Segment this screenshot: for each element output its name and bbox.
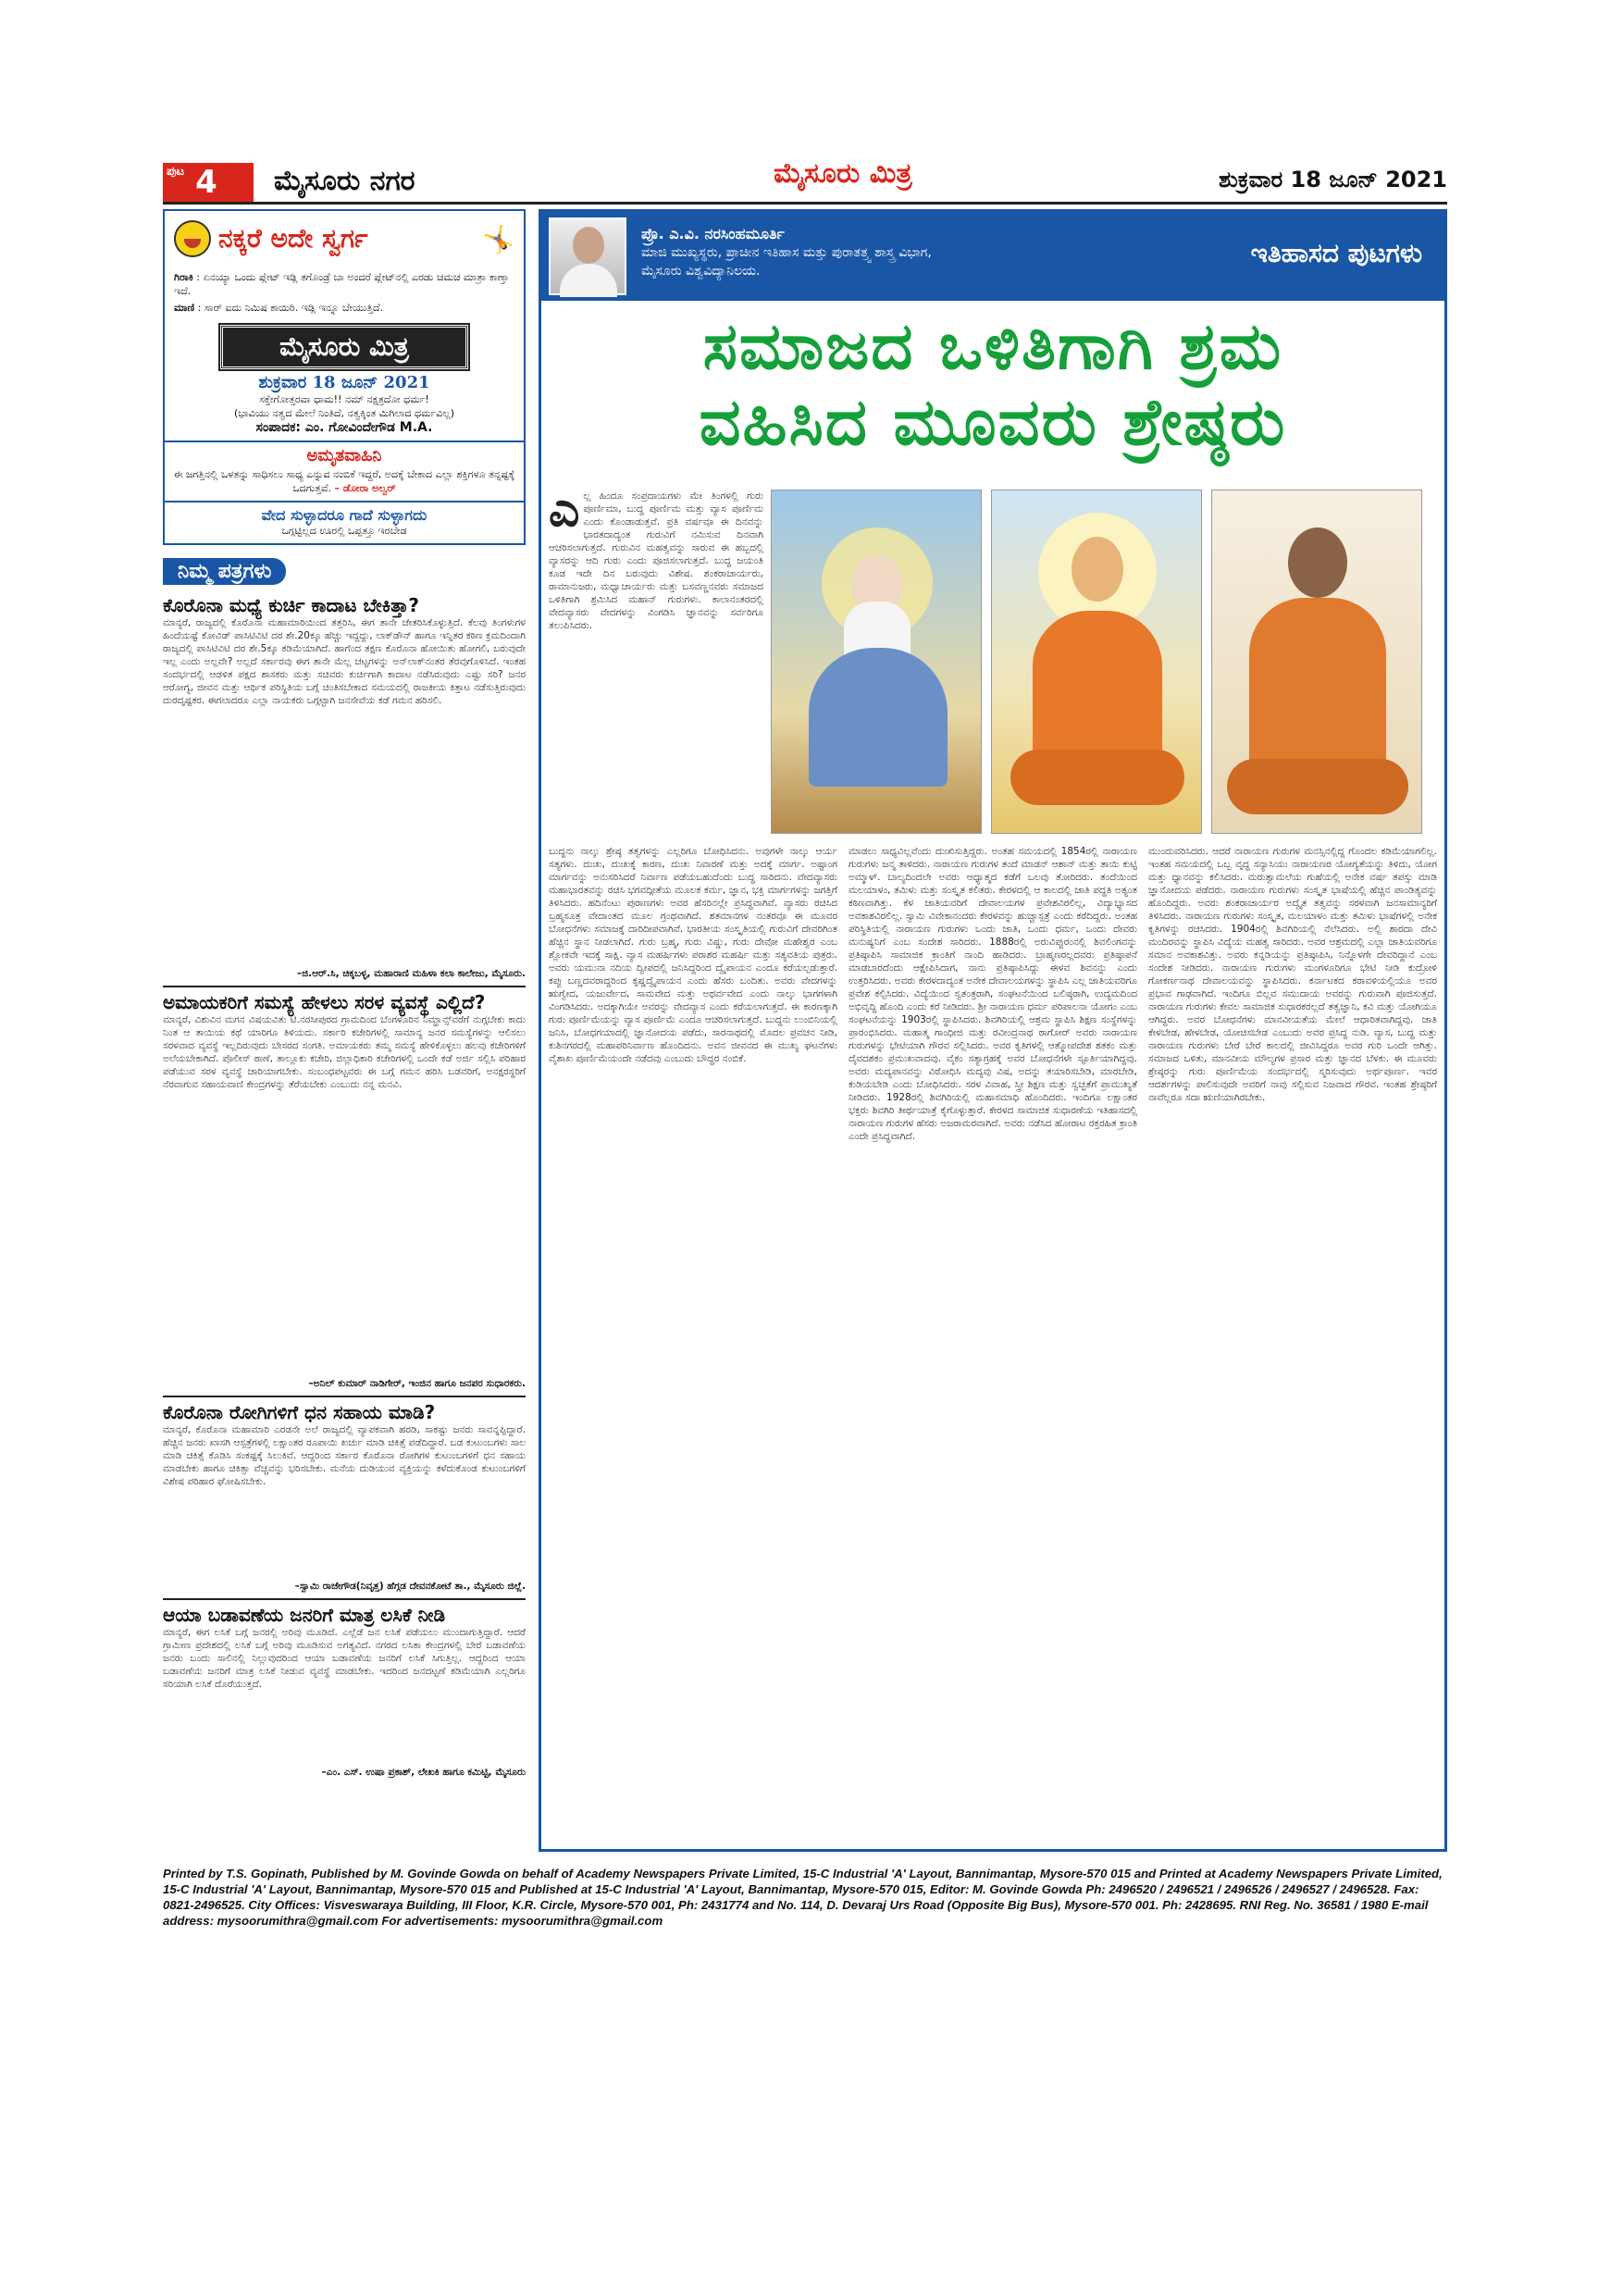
page-number-badge: [163, 163, 254, 202]
buddha-image: [991, 490, 1202, 834]
letter: [163, 986, 526, 1390]
mysooru-mitra-logo: ಮೈಸೂರು ಮಿತ್ರ: [220, 325, 468, 369]
letter: [163, 1598, 526, 1779]
nakkare-title: ನಕ್ಕರೆ ಅದೇ ಸ್ವರ್ಗ: [218, 223, 368, 254]
nakkare-box: [163, 209, 526, 545]
motto-line: (ಭಾವಿಯು ನತ್ವದ ಮೇಲೆ ನಿಂತಿದೆ, ನತ್ವಕ್ಕಿಂತ ಮಿಗಿಲಾದ ಧರ್ಮವಿಲ್ಲ): [233, 407, 455, 419]
vyasa-painting: [771, 490, 982, 834]
narayana-guru-image: [1211, 490, 1422, 834]
amrita-quote: ಈ ಜಗತ್ತಿನಲ್ಲಿ ಒಳತನ್ನು ಸಾಧಿಸಲು ಸಾಧ್ಯ ಎನ್ನುವ ನಂಬಿಕೆ ಇದ್ದರೆ, ಅದಕ್ಕೆ ಬೇಕಾದ ಎಲ್ಲಾ ಶಕ್ತಿಗಳೂ ತನ್ನಷ್ಟಕ್ಕೆ ಒದಗುತ್ತವೆ. – ಡೋರಾ ಅಲ್ವರ್: [173, 468, 515, 494]
headline: [541, 308, 1444, 460]
amrita-author: – ಡೋರಾ ಅಲ್ವರ್: [334, 482, 396, 494]
letter-title: ಅಮಾಯಕರಿಗೆ ಸಮಸ್ಯೆ ಹೇಳಲು ಸರಳ ವ್ಯವಸ್ಥೆ ಎಲ್ಲಿದೆ?: [163, 986, 526, 1013]
letter-title: ಕೊರೊನಾ ರೋಗಿಗಳಿಗೆ ಧನ ಸಹಾಯ ಮಾಡಿ?: [163, 1396, 526, 1423]
series-title: ಇತಿಹಾಸದ ಪುಟಗಳು: [1250, 238, 1422, 268]
letter-signature: –ಎಂ. ಎಸ್. ಉಷಾ ಪ್ರಕಾಶ್, ಲೇಖಕಿ ಹಾಗೂ ಕಮಿಟ್ಟಿ, ಮೈಸೂರು: [321, 1767, 526, 1778]
article-column-3: ಮುಂದುವರಿಸಿದರು. ಆದರೆ ನಾರಾಯಣ ಗುರುಗಳ ಮನಸ್ಸಿನಲ್ಲಿದ್ದ ಗೊಂದಲ ಕಡಿಮೆಯಾಗಲಿಲ್ಲ. ಇಂತಹ ಸಮಯದಲ್ಲಿ ಒಬ್ಬ ವೃದ್ಧ ಸನ್ಯಾಸಿಯು ನಾರಾಯಣರ ಯೋಗ್ಯತೆಯನ್ನು ತಿಳಿದು, ಯೋಗ ಮತ್ತು ಧ್ಯಾನವನ್ನು ಕಲಿಸಿದರು. ಮರುತ್ವಾಮಲೆಯ ಗುಹೆಯಲ್ಲಿ ಅನೇಕ ವರ್ಷ ತಪಸ್ಸು ಮಾಡಿ ಜ್ಞಾನೋದಯ ಪಡೆದರು. ನಾರಾಯಣ ಗುರುಗಳು ಸಂಸ್ಕೃತ ಭಾಷೆಯಲ್ಲಿ ಹೆಚ್ಚಿನ ಪಾಂಡಿತ್ಯವನ್ನು ಹೊಂದಿದ್ದರು. ಅವರು ಶಂಕರಾಚಾರ್ಯರ ಅದ್ವೈತ ತತ್ವವನ್ನು ಸರಳವಾಗಿ ಜನಸಾಮಾನ್ಯರಿಗೆ ತಿಳಿಸಿದರು. ನಾರಾಯಣ ಗುರುಗಳು ಸಂಸ್ಕೃತ, ಮಲಯಾಳಂ ಮತ್ತು ತಮಿಳು ಭಾಷೆಗಳಲ್ಲಿ ಅನೇಕ ಕೃತಿಗಳನ್ನು ರಚಿಸಿದರು. 1904ರಲ್ಲಿ ಶಿವಗಿರಿಯಲ್ಲಿ ನೆಲೆಸಿದರು. ಅಲ್ಲಿ ಶಾರದಾ ದೇವಿ ಮಂದಿರವನ್ನು ಸ್ಥಾಪಿಸಿ ವಿದ್ಯೆಯ ಮಹತ್ವ ಸಾರಿದರು. ಅವರ ಆಶ್ರಮದಲ್ಲಿ ಎಲ್ಲಾ ಜಾತಿಯವರಿಗೂ ಸಮಾನ ಅವಕಾಶವಿತ್ತು. ಅವರು ಕನ್ನಡಿಯನ್ನು ಪ್ರತಿಷ್ಠಾಪಿಸಿ, ನಿನ್ನೊಳಗೇ ದೇವರಿದ್ದಾನೆ ಎಂಬ ಸಂದೇಶ ನೀಡಿದರು. ನಾರಾಯಣ ಗುರುಗಳು ಮಂಗಳೂರಿಗೂ ಭೇಟಿ ನೀಡಿ ಕುದ್ರೋಳಿ ಗೋಕರ್ಣನಾಥ ದೇವಾಲಯವನ್ನು ಸ್ಥಾಪಿಸಿದರು. ಕರ್ನಾಟಕದ ಕರಾವಳಿಯಲ್ಲಿಯೂ ಅವರ ಪ್ರಭಾವ ಗಾಢವಾಗಿದೆ. ಇಂದಿಗೂ ಬಿಲ್ಲವ ಸಮುದಾಯ ಅವರನ್ನು ಗುರುವಾಗಿ ಪೂಜಿಸುತ್ತದೆ. ನಾರಾಯಣ ಗುರುಗಳು ಕೇವಲ ಸಾಮಾಜಿಕ ಸುಧಾರಕರಲ್ಲದೆ ತತ್ವಜ್ಞಾನಿ, ಕವಿ ಮತ್ತು ಯೋಗಿಯೂ ಆಗಿದ್ದರು. ಅವರ ಬೋಧನೆಗಳು ಮಾನವೀಯತೆಯ ಮೇಲೆ ಆಧಾರಿತವಾಗಿದ್ದವು. ಜಾತಿ ಕೇಳಬೇಡ, ಹೇಳಬೇಡ, ಯೋಚಿಸಬೇಡ ಎಂಬುದು ಅವರ ಪ್ರಸಿದ್ಧ ನುಡಿ. ವ್ಯಾಸ, ಬುದ್ಧ ಮತ್ತು ನಾರಾಯಣ ಗುರುಗಳು ಬೇರೆ ಬೇರೆ ಕಾಲದಲ್ಲಿ ಜೀವಿಸಿದ್ದರೂ ಅವರ ಗುರಿ ಒಂದೇ ಆಗಿತ್ತು. ಸಮಾಜದ ಒಳಿತು, ಮಾನವೀಯ ಮೌಲ್ಯಗಳ ಪ್ರಸಾರ ಮತ್ತು ಜ್ಞಾನದ ಬೆಳಕು. ಈ ಮೂವರು ಶ್ರೇಷ್ಠರನ್ನು ಗುರು ಪೂರ್ಣಿಮೆಯ ಸಂದರ್ಭದಲ್ಲಿ ಸ್ಮರಿಸುವುದು ಅರ್ಥಪೂರ್ಣ. ಇವರ ಆದರ್ಶಗಳನ್ನು ಪಾಲಿಸುವುದೇ ಅವರಿಗೆ ನಾವು ಸಲ್ಲಿಸುವ ನಿಜವಾದ ಗೌರವ. ಇಂತಹ ಶ್ರೇಷ್ಠರಿಗೆ ನಾವೆಲ್ಲರೂ ಸದಾ ಋಣಿಯಾಗಿರಬೇಕು.: [1148, 846, 1437, 1103]
amrita-title: ಅಮೃತವಾಹಿನಿ: [165, 441, 524, 465]
printers-imprint: Printed by T.S. Gopinath, Published by M. Govinde Gowda on behalf of Academy Newspapers Private Limited, 15-C Industrial 'A' Layout, Bannimantap, Mysore-570 015 and Printed at Academy Newspapers Private Limited, 15-C Industrial 'A' Layout, Bannimantap, Mysore-570 015 and Published at 15-C Industrial 'A' Layout, Bannimantap, Mysore-570 015, Editor: M. Govinde Gowda Ph: 2496520 / 2496521 / 2496526 / 2496527 / 2496528. Fax: 0821-2496525. City Offices: Visveswaraya Building, III Floor, K.R. Circle, Mysore-570 001, Ph: 2431774 and No. 114, D. Devaraj Urs Road (Opposite Big Bus), Mysore-570 001. Ph: 2428695. RNI Reg. No. 36581 / 1980 E-mail address: mysoorumithra@gmail.com For advertisements: mysoorumithra@gmail.com: [163, 1867, 1443, 1928]
header-rule: [163, 202, 1447, 205]
page-number: 4: [195, 164, 217, 201]
author-university: ಮೈಸೂರು ವಿಶ್ವವಿದ್ಯಾನಿಲಯ.: [641, 264, 761, 279]
proverb-text: ಒಗ್ಗಟ್ಟಿಲ್ಲದ ಊರಲ್ಲಿ ಒಪ್ಪತ್ತೂ ಇರಬೇಡ: [281, 525, 407, 537]
nakkare-header: [165, 211, 524, 267]
motto-line: ಸಕ್ತೇಗೋತ್ತರವಾ ಧಾಮ!! ನಮ್ ನಕ್ಷತ್ರದೋ ಧರ್ಮ!: [259, 393, 429, 405]
proverb-title: ವೇದ ಸುಳ್ಳಾದರೂ ಗಾದೆ ಸುಳ್ಳಾಗದು: [165, 501, 524, 525]
letter-body: ಮಾನ್ಯರೆ, ಈಗ ಲಸಿಕೆ ಬಗ್ಗೆ ಜನರಲ್ಲಿ ಅರಿವು ಮೂಡಿದೆ. ಎಲ್ಲೆಡೆ ಜನ ಲಸಿಕೆ ಪಡೆಯಲು ಮುಂದಾಗುತ್ತಿದ್ದಾರೆ. ಆದರೆ ಗ್ರಾಮೀಣ ಪ್ರದೇಶದಲ್ಲಿ ಲಸಿಕೆ ಬಗ್ಗೆ ಅರಿವು ಮೂಡಿಸುವ ಅಗತ್ಯವಿದೆ. ನಗರದ ಲಸಿಕಾ ಕೇಂದ್ರಗಳಲ್ಲಿ ಬೇರೆ ಬಡಾವಣೆಯ ಜನರು ಬಂದು ಸಾಲಿನಲ್ಲಿ ನಿಲ್ಲುವುದರಿಂದ ಆಯಾ ಬಡಾವಣೆಯ ಜನರಿಗೆ ಲಸಿಕೆ ಸಿಗುತ್ತಿಲ್ಲ. ಆದ್ದರಿಂದ ಆಯಾ ಬಡಾವಣೆಯ ಜನರಿಗೆ ಮಾತ್ರ ಲಸಿಕೆ ನೀಡುವ ವ್ಯವಸ್ಥೆ ಮಾಡಬೇಕು. ಇದರಿಂದ ಜನದಟ್ಟಣೆ ಕಡಿಮೆಯಾಗಿ ಎಲ್ಲರಿಗೂ ಸರಿಯಾಗಿ ಲಸಿಕೆ ದೊರೆಯುತ್ತದೆ.: [163, 1627, 526, 1690]
author-band: [541, 212, 1444, 301]
edition-date: ಶುಕ್ರವಾರ 18 ಜೂನ್ 2021: [258, 373, 430, 392]
nakkare-joke: [165, 267, 524, 321]
letter-signature: –ಅನಿಲ್ ಕುಮಾರ್ ನಾಡಿಗೇರ್, ಇಂಜಿನ ಹಾಗೂ ಜನಪರ ಸುಧಾರಕರು.: [308, 1378, 526, 1389]
joke-line: ಗಿರಾಕಿ : ಏನಯ್ಯಾ ಒಂದು ಪ್ಲೇಟ್ ಇಡ್ಲಿ ತಗೊಂಡ್ರೆ ಬಾ ಅಂದರೆ ಪ್ಲೇಟ್‌ನಲ್ಲಿ ಎರಡು ಚಮಚ ಮಾತ್ರಾ ಕಾಣ್ತಾ ಇದೆ.: [174, 271, 510, 297]
article-column-1: ಬುದ್ಧನು ನಾಲ್ಕು ಶ್ರೇಷ್ಠ ತತ್ವಗಳನ್ನು ಎಲ್ಲರಿಗೂ ಬೋಧಿಸಿದನು. ಅವುಗಳೇ ನಾಲ್ಕು ಆರ್ಯ ಸತ್ಯಗಳು. ದುಃಖ, ದುಃಖಕ್ಕೆ ಕಾರಣ, ದುಃಖ ನಿವಾರಣೆ ಮತ್ತು ಅದಕ್ಕೆ ಮಾರ್ಗ. ಅಷ್ಟಾಂಗ ಮಾರ್ಗವನ್ನು ಅನುಸರಿಸಿದರೆ ನಿರ್ವಾಣ ಪಡೆಯಬಹುದೆಂದು ಬುದ್ಧ ಸಾರಿದನು. ವೇದವ್ಯಾಸರು ಮಹಾಭಾರತವನ್ನು ರಚಿಸಿ ಭಗವದ್ಗೀತೆಯ ಮೂಲಕ ಕರ್ಮ, ಜ್ಞಾನ, ಭಕ್ತಿ ಮಾರ್ಗಗಳನ್ನು ಜಗತ್ತಿಗೆ ತಿಳಿಸಿದರು. ಹದಿನೆಂಟು ಪುರಾಣಗಳು ಅವರ ಹೆಸರಿನಲ್ಲೇ ಪ್ರಸಿದ್ಧವಾಗಿವೆ. ವ್ಯಾಸರು ರಚಿಸಿದ ಬ್ರಹ್ಮಸೂತ್ರ ವೇದಾಂತದ ಮೂಲ ಗ್ರಂಥವಾಗಿದೆ. ಶತಮಾನಗಳ ನಂತರವೂ ಈ ಮೂವರ ಬೋಧನೆಗಳು ಸಮಾಜಕ್ಕೆ ದಾರಿದೀಪವಾಗಿವೆ. ಭಾರತೀಯ ಸಂಸ್ಕೃತಿಯಲ್ಲಿ ಗುರುವಿಗೆ ದೇವರಿಗಿಂತ ಹೆಚ್ಚಿನ ಸ್ಥಾನ ನೀಡಲಾಗಿದೆ. ಗುರು ಬ್ರಹ್ಮ, ಗುರು ವಿಷ್ಣು, ಗುರು ದೇವೋ ಮಹೇಶ್ವರ ಎಂಬ ಶ್ಲೋಕವೇ ಇದಕ್ಕೆ ಸಾಕ್ಷಿ. ವ್ಯಾಸ ಮಹರ್ಷಿಗಳು ಪರಾಶರ ಮಹರ್ಷಿ ಮತ್ತು ಸತ್ಯವತಿಯ ಪುತ್ರರು. ಅವರು ಯಮುನಾ ನದಿಯ ದ್ವೀಪದಲ್ಲಿ ಜನಿಸಿದ್ದರಿಂದ ದ್ವೈಪಾಯನ ಎಂದೂ ಕರೆಯಲ್ಪಡುತ್ತಾರೆ. ಕಪ್ಪು ಬಣ್ಣದವರಾದ್ದರಿಂದ ಕೃಷ್ಣದ್ವೈಪಾಯನ ಎಂದು ಹೆಸರು ಬಂದಿತು. ಅವರು ವೇದಗಳನ್ನು ಋಗ್ವೇದ, ಯಜುರ್ವೇದ, ಸಾಮವೇದ ಮತ್ತು ಅಥರ್ವವೇದ ಎಂದು ನಾಲ್ಕು ಭಾಗಗಳಾಗಿ ವಿಂಗಡಿಸಿದರು. ಅದಕ್ಕಾಗಿಯೇ ಅವರನ್ನು ವೇದವ್ಯಾಸ ಎಂದು ಕರೆಯಲಾಗುತ್ತದೆ. ಈ ಕಾರಣಕ್ಕಾಗಿ ಗುರು ಪೂರ್ಣಿಮೆಯನ್ನು ವ್ಯಾಸ ಪೂರ್ಣಿಮೆ ಎಂದೂ ಆಚರಿಸಲಾಗುತ್ತದೆ. ಬುದ್ಧನು ಲುಂಬಿನಿಯಲ್ಲಿ ಜನಿಸಿ, ಬೋಧಗಯಾದಲ್ಲಿ ಜ್ಞಾನೋದಯ ಪಡೆದು, ಸಾರನಾಥದಲ್ಲಿ ಮೊದಲ ಪ್ರವಚನ ನೀಡಿ, ಕುಶಿನಗರದಲ್ಲಿ ಮಹಾಪರಿನಿರ್ವಾಣ ಹೊಂದಿದನು. ಅವನ ಜೀವನದ ಈ ಮುಖ್ಯ ಘಟನೆಗಳು ವೈಶಾಖ ಪೂರ್ಣಿಮೆಯಂದೇ ನಡೆದವು ಎಂಬುದು ಬೌದ್ಧರ ನಂಬಿಕೆ.: [549, 846, 837, 1064]
feature-article: [539, 209, 1447, 1852]
section-title: ಮೈಸೂರು ನಗರ: [274, 165, 415, 197]
headline-line-2: ವಹಿಸಿದ ಮೂವರು ಶ್ರೇಷ್ಠರು: [699, 384, 1287, 460]
author-name: ಪ್ರೊ. ಎ.ವಿ. ನರಸಿಂಹಮೂರ್ತಿ: [641, 225, 785, 242]
author-byline: [641, 225, 932, 280]
letter-title: ಆಯಾ ಬಡಾವಣೆಯ ಜನರಿಗೆ ಮಾತ್ರ ಲಸಿಕೆ ನೀಡಿ: [163, 1598, 526, 1626]
author-role: ಮಾಜಿ ಮುಖ್ಯಸ್ಥರು, ಪ್ರಾಚೀನ ಇತಿಹಾಸ ಮತ್ತು ಪುರಾತತ್ತ್ವ ಶಾಸ್ತ್ರ ವಿಭಾಗ,: [641, 245, 932, 260]
drop-cap: ಎ: [549, 490, 580, 538]
letters-section-badge: ನಿಮ್ಮ ಪತ್ರಗಳು: [163, 558, 286, 585]
joke-line: ಮಾಣಿ : ಸಾರ್ ಐದು ನಿಮಿಷ ಕಾಯಿರಿ. ಇಡ್ಲಿ ಇನ್ನೂ ಬೇಯುತ್ತಿದೆ.: [174, 302, 384, 314]
masthead: ಮೈಸೂರು ಮಿತ್ರ: [774, 157, 912, 190]
letter: [163, 1396, 526, 1593]
letter-title: ಕೊರೊನಾ ಮಧ್ಯೆ ಕುರ್ಚಿ ಕಾದಾಟ ಬೇಕಿತ್ತಾ?: [163, 594, 420, 616]
letter-body: ಮಾನ್ಯರೆ, ರಾಜ್ಯದಲ್ಲಿ ಕೊರೊನಾ ಮಹಾಮಾರಿಯಿಂದ ತತ್ತರಿಸಿ, ಈಗ ತಾನೇ ಚೇತರಿಸಿಕೊಳ್ಳುತ್ತಿದೆ. ಕೆಲವು ತಿಂಗಳುಗಳ ಹಿಂದೆಯಷ್ಟೆ ಕೋವಿಡ್ ಪಾಸಿಟಿವಿಟಿ ದರ ಶೇ.20ಕ್ಕೂ ಹೆಚ್ಚು ಇದ್ದದ್ದು, ಲಾಕ್‌ಡೌನ್ ಹಾಗೂ ಇನ್ನಿತರ ಕಠಿಣ ಕ್ರಮದಿಂದಾಗಿ ರಾಜ್ಯದಲ್ಲಿ ಪಾಸಿಟಿವಿಟಿ ದರ ಶೇ.5ಕ್ಕೂ ಕಡಿಮೆಯಾಗಿದೆ. ಹಾಗೆಂದ ತಕ್ಷಣ ಕೊರೊನಾ ಹೋಯಿತು ಹೋಗಲಿ, ಬರುವುದೇ ಇಲ್ಲ ಎಂದು ಅಲ್ಲವೇ? ಅಲ್ಲದೆ ಸರ್ಕಾರವು ಈಗ ತಾನೇ ಮೆಲ್ಲ ಚಟ್ಟಗಳನ್ನು ಅನ್‌ಲಾಕ್‌ನಂತರ ತೆರವುಗೊಳಿಸಿದೆ. ಇಂತಹ ಸಂದರ್ಭದಲ್ಲಿ ಆಡಳಿತ ಪಕ್ಷದ ಶಾಸಕರು ಮತ್ತು ಸಚಿವರು ಕುರ್ಚಿಗಾಗಿ ಕಾದಾಟ ನಡೆಸಿರುವುದು ಎಷ್ಟು ಸರಿ? ಜನರ ಆರೋಗ್ಯ, ಜೀವನ ಮತ್ತು ಆರ್ಥಿಕ ಪರಿಸ್ಥಿತಿಯ ಬಗ್ಗೆ ಚಿಂತಿಸಬೇಕಾದ ಸಮಯದಲ್ಲಿ ರಾಜಕೀಯ ಕಿತ್ತಾಟ ನಡೆಸುತ್ತಿರುವುದು ದುರದೃಷ್ಟಕರ. ಈಗಲಾದರೂ ಎಲ್ಲಾ ನಾಯಕರು ಒಗ್ಗಟ್ಟಾಗಿ ಜನಸೇವೆಯ ಕಡೆ ಗಮನ ಹರಿಸಲಿ.: [163, 617, 526, 706]
dancing-figure-icon: 🤸: [482, 223, 514, 254]
author-photo: [549, 217, 626, 295]
page-label: ಪುಟ: [167, 165, 185, 179]
letter-signature: –ಜಿ.ಆರ್.ಸಿ, ಚಿಕ್ಕಬಳ್ಳ, ಮಹಾರಾಣಿ ಮಹಿಳಾ ಕಲಾ ಕಾಲೇಜು, ಮೈಸೂರು.: [296, 968, 526, 979]
editor-line: ಸಂಪಾದಕ: ಎಂ. ಗೋವಿಂದೇಗೌಡ M.A.: [255, 420, 433, 435]
left-column: [163, 209, 526, 1852]
laughing-face-icon: [174, 220, 211, 257]
letter-signature: –ಸ್ವಾಮಿ ರಾಜೇಗೌಡ(ನಿವೃತ್ತ) ಹೆಗ್ಗಡ ದೇವನಕೋಟೆ ತಾ., ಮೈಸೂರು ಜಿಲ್ಲೆ.: [294, 1581, 526, 1592]
letter-body: ಮಾನ್ಯರೆ, ಕೊರೊನಾ ಮಹಾಮಾರಿ ಎರಡನೇ ಅಲೆ ರಾಜ್ಯದಲ್ಲಿ ವ್ಯಾಪಕವಾಗಿ ಹರಡಿ, ಸಾಕಷ್ಟು ಜನರು ಸಾವನ್ನಪ್ಪಿದ್ದಾರೆ. ಹೆಚ್ಚಿನ ಜನರು ಖಾಸಗಿ ಆಸ್ಪತ್ರೆಗಳಲ್ಲಿ ಲಕ್ಷಾಂತರ ರೂಪಾಯಿ ಖರ್ಚು ಮಾಡಿ ಚಿಕಿತ್ಸೆ ಪಡೆದಿದ್ದಾರೆ. ಬಡ ಕುಟುಂಬಗಳು ಸಾಲ ಮಾಡಿ ಚಿಕಿತ್ಸೆ ಕೊಡಿಸಿ ಸಂಕಷ್ಟಕ್ಕೆ ಸಿಲುಕಿವೆ. ಆದ್ದರಿಂದ ಸರ್ಕಾರ ಕೊರೊನಾ ರೋಗಿಗಳ ಕುಟುಂಬಗಳಿಗೆ ಧನ ಸಹಾಯ ಮಾಡಬೇಕು ಹಾಗೂ ಚಿಕಿತ್ಸಾ ವೆಚ್ಚವನ್ನು ಭರಿಸಬೇಕು. ಮನೆಯ ದುಡಿಯುವ ವ್ಯಕ್ತಿಯನ್ನು ಕಳೆದುಕೊಂಡ ಕುಟುಂಬಗಳಿಗೆ ವಿಶೇಷ ಪರಿಹಾರ ಘೋಷಿಸಬೇಕು.: [163, 1424, 526, 1487]
article-column-2: ಮಾಡಲು ಸಾಧ್ಯವಿಲ್ಲವೆಂದು ದುಃಖಿಸುತ್ತಿದ್ದರು. ಅಂತಹ ಸಮಯದಲ್ಲಿ 1854ರಲ್ಲಿ ನಾರಾಯಣ ಗುರುಗಳು ಜನ್ಮ ತಾಳಿದರು. ನಾರಾಯಣ ಗುರುಗಳ ತಂದೆ ಮಾಡನ್ ಆಶಾನ್ ಮತ್ತು ತಾಯಿ ಕುಟ್ಟಿ ಅಮ್ಮಾಳ್. ಬಾಲ್ಯದಿಂದಲೇ ಅವರು ಆಧ್ಯಾತ್ಮದ ಕಡೆಗೆ ಒಲವು ತೋರಿದರು. ತಂದೆಯಿಂದ ಮಲಯಾಳಂ, ತಮಿಳು ಮತ್ತು ಸಂಸ್ಕೃತ ಕಲಿತರು. ಕೇರಳದಲ್ಲಿ ಆ ಕಾಲದಲ್ಲಿ ಜಾತಿ ಪದ್ಧತಿ ಅತ್ಯಂತ ಕಠಿಣವಾಗಿತ್ತು. ಕೆಳ ಜಾತಿಯವರಿಗೆ ದೇವಾಲಯಗಳ ಪ್ರವೇಶವಿರಲಿಲ್ಲ, ವಿದ್ಯಾಭ್ಯಾಸದ ಅವಕಾಶವಿರಲಿಲ್ಲ. ಸ್ವಾಮಿ ವಿವೇಕಾನಂದರು ಕೇರಳವನ್ನು ಹುಚ್ಚಾಸ್ಪತ್ರೆ ಎಂದು ಕರೆದಿದ್ದರು. ಅಂತಹ ಪರಿಸ್ಥಿತಿಯಲ್ಲಿ ನಾರಾಯಣ ಗುರುಗಳು ಒಂದು ಜಾತಿ, ಒಂದು ಧರ್ಮ, ಒಂದು ದೇವರು ಮನುಷ್ಯನಿಗೆ ಎಂಬ ಸಂದೇಶ ಸಾರಿದರು. 1888ರಲ್ಲಿ ಅರುವಿಪ್ಪುರಂನಲ್ಲಿ ಶಿವಲಿಂಗವನ್ನು ಪ್ರತಿಷ್ಠಾಪಿಸಿ ಸಾಮಾಜಿಕ ಕ್ರಾಂತಿಗೆ ನಾಂದಿ ಹಾಡಿದರು. ಬ್ರಾಹ್ಮಣರಲ್ಲದವರು ಪ್ರತಿಷ್ಠಾಪನೆ ಮಾಡಬಾರದೆಂದು ಆಕ್ಷೇಪಿಸಿದಾಗ, ನಾನು ಪ್ರತಿಷ್ಠಾಪಿಸಿದ್ದು ಈಳವ ಶಿವನನ್ನು ಎಂದು ಉತ್ತರಿಸಿದರು. ಅವರು ಕೇರಳದಾದ್ಯಂತ ಅನೇಕ ದೇವಾಲಯಗಳನ್ನು ಸ್ಥಾಪಿಸಿ ಎಲ್ಲ ಜಾತಿಯವರಿಗೂ ಪ್ರವೇಶ ಕಲ್ಪಿಸಿದರು. ವಿದ್ಯೆಯಿಂದ ಸ್ವತಂತ್ರರಾಗಿ, ಸಂಘಟನೆಯಿಂದ ಬಲಿಷ್ಠರಾಗಿ, ಉದ್ಯಮದಿಂದ ಅಭಿವೃದ್ಧಿ ಹೊಂದಿ ಎಂದು ಕರೆ ನೀಡಿದರು. ಶ್ರೀ ನಾರಾಯಣ ಧರ್ಮ ಪರಿಪಾಲನಾ ಯೋಗಂ ಎಂಬ ಸಂಘಟನೆಯನ್ನು 1903ರಲ್ಲಿ ಸ್ಥಾಪಿಸಿದರು. ಶಿವಗಿರಿಯಲ್ಲಿ ಆಶ್ರಮ ಸ್ಥಾಪಿಸಿ ಶಿಕ್ಷಣ ಸಂಸ್ಥೆಗಳನ್ನು ಪ್ರಾರಂಭಿಸಿದರು. ಮಹಾತ್ಮ ಗಾಂಧೀಜಿ ಮತ್ತು ರವೀಂದ್ರನಾಥ ಠಾಗೋರ್ ಅವರು ನಾರಾಯಣ ಗುರುಗಳನ್ನು ಭೇಟಿಯಾಗಿ ಗೌರವ ಸಲ್ಲಿಸಿದರು. ಅವರ ಕೃತಿಗಳಲ್ಲಿ ಆತ್ಮೋಪದೇಶ ಶತಕಂ ಮತ್ತು ದೈವದಶಕಂ ಪ್ರಮುಖವಾದವು. ವೈಕಂ ಸತ್ಯಾಗ್ರಹಕ್ಕೆ ಅವರ ಬೋಧನೆಗಳೇ ಸ್ಫೂರ್ತಿಯಾಗಿದ್ದವು. ಅವರು ಮದ್ಯಪಾನವನ್ನು ವಿರೋಧಿಸಿ ಮದ್ಯವು ವಿಷ, ಅದನ್ನು ತಯಾರಿಸಬೇಡಿ, ಮಾರಬೇಡಿ, ಕುಡಿಯಬೇಡಿ ಎಂದು ಬೋಧಿಸಿದರು. ಸರಳ ವಿವಾಹ, ಸ್ತ್ರೀ ಶಿಕ್ಷಣ ಮತ್ತು ಸ್ವಚ್ಛತೆಗೆ ಪ್ರಾಮುಖ್ಯತೆ ನೀಡಿದರು. 1928ರಲ್ಲಿ ಶಿವಗಿರಿಯಲ್ಲಿ ಮಹಾಸಮಾಧಿ ಹೊಂದಿದರು. ಇಂದಿಗೂ ಲಕ್ಷಾಂತರ ಭಕ್ತರು ಶಿವಗಿರಿ ತೀರ್ಥಯಾತ್ರೆ ಕೈಗೊಳ್ಳುತ್ತಾರೆ. ಕೇರಳದ ಸಾಮಾಜಿಕ ಸುಧಾರಣೆಯ ಇತಿಹಾಸದಲ್ಲಿ ನಾರಾಯಣ ಗುರುಗಳ ಹೆಸರು ಅಜರಾಮರವಾಗಿದೆ. ಅವರು ನಡೆಸಿದ ಹೋರಾಟ ರಕ್ತರಹಿತ ಕ್ರಾಂತಿ ಎಂದೇ ಪ್ರಸಿದ್ಧವಾಗಿದೆ.: [849, 846, 1137, 1142]
letter-body: ಮಾನ್ಯರೆ, ವಿಶುವಿನ ಮಗನ ವಿಷಯವಿತು ಟಿ.ನರಸೀಪುರದ ಗ್ರಾಮದಿಂದ ಬೆಂಗಳೂರಿನ ನಿಮ್ಹಾನ್ಸ್‌ವರೆಗೆ ನುಗ್ಗಬೇಕು ಕಾದು ನಿಂತ ಆ ತಾಯಿಯ ಕಥೆ ಯಾರಿಗೂ ತಿಳಿಯದು. ಸರ್ಕಾರಿ ಕಚೇರಿಗಳಲ್ಲಿ ಸಾಮಾನ್ಯ ಜನರ ಸಮಸ್ಯೆಗಳನ್ನು ಆಲಿಸಲು ಸರಳವಾದ ವ್ಯವಸ್ಥೆ ಇಲ್ಲದಿರುವುದು ಬೇಸರದ ಸಂಗತಿ. ಅಮಾಯಕರು ತಮ್ಮ ಸಮಸ್ಯೆ ಹೇಳಿಕೊಳ್ಳಲು ಹಲವು ಕಚೇರಿಗಳಿಗೆ ಅಲೆಯಬೇಕಾಗಿದೆ. ಪೊಲೀಸ್ ಠಾಣೆ, ತಾಲ್ಲೂಕು ಕಚೇರಿ, ಜಿಲ್ಲಾಧಿಕಾರಿ ಕಚೇರಿಗಳಲ್ಲಿ ಒಂದೇ ಕಡೆ ಅರ್ಜಿ ಸಲ್ಲಿಸಿ ಪರಿಹಾರ ಪಡೆಯುವ ಸರಳ ವ್ಯವಸ್ಥೆ ಜಾರಿಯಾಗಬೇಕು. ಸಂಬಂಧಪಟ್ಟವರು ಈ ಬಗ್ಗೆ ಗಮನ ಹರಿಸಿ ಬಡವರಿಗೆ, ಅನಕ್ಷರಸ್ಥರಿಗೆ ನೆರವಾಗುವ ಸಹಾಯವಾಣಿ ಕೇಂದ್ರಗಳನ್ನು ತೆರೆಯಬೇಕು ಎಂಬುದು ನನ್ನ ಮನವಿ.: [163, 1014, 526, 1090]
article-column-1-top: ಎಲ್ಲ ಹಿಂದೂ ಸಂಪ್ರದಾಯಗಳು ಮೇ ತಿಂಗಳಲ್ಲಿ ಗುರು ಪೂರ್ಣಿಮಾ, ಬುದ್ಧ ಪೂರ್ಣಿಮ ಮತ್ತು ವ್ಯಾಸ ಪೂರ್ಣಿಮ ಎಂದು ಕೊಂಡಾಡುತ್ತವೆ. ಪ್ರತಿ ವರ್ಷವೂ ಈ ದಿನವನ್ನು ಭಾರತದಾದ್ಯಂತ ಗುರುವಿಗೆ ನಮಿಸುವ ದಿನವಾಗಿ ಆಚರಿಸಲಾಗುತ್ತದೆ. ಗುರುವಿನ ಮಹತ್ವವನ್ನು ಸಾರುವ ಈ ಹಬ್ಬದಲ್ಲಿ ವ್ಯಾಸರನ್ನು ಆದಿ ಗುರು ಎಂದು ಪೂಜಿಸಲಾಗುತ್ತದೆ. ಬುದ್ಧ ಜಯಂತಿ ಕೂಡ ಇದೇ ದಿನ ಬರುವುದು ವಿಶೇಷ. ಶಂಕರಾಚಾರ್ಯರು, ರಾಮಾನುಜರು, ಮಧ್ವಾಚಾರ್ಯರು ಮತ್ತು ಬಸವಣ್ಣನವರು ಸಮಾಜದ ಒಳಿತಿಗಾಗಿ ಶ್ರಮಿಸಿದ ಮಹಾನ್ ಗುರುಗಳು. ಕಾಲಾನಂತರದಲ್ಲಿ ವೇದವ್ಯಾಸರು ವೇದಗಳನ್ನು ವಿಂಗಡಿಸಿ ಜ್ಞಾನವನ್ನು ಸರ್ವರಿಗೂ ತಲುಪಿಸಿದರು.: [549, 490, 763, 631]
header-date: ಶುಕ್ರವಾರ 18 ಜೂನ್ 2021: [1219, 167, 1447, 192]
page-header: [163, 157, 1447, 204]
headline-line-1: ಸಮಾಜದ ಒಳಿತಿಗಾಗಿ ಶ್ರಮ: [702, 308, 1283, 384]
letter: [163, 594, 526, 980]
